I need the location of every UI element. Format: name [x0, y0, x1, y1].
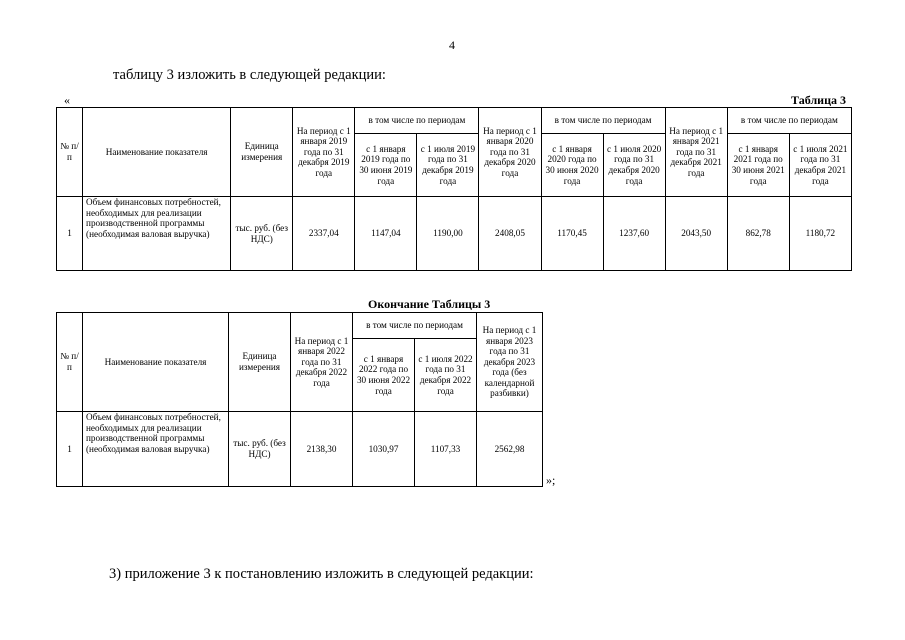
- header-subperiods-2022: в том числе по периодам: [353, 313, 477, 339]
- header-2020-h2: с 1 июля 2020 года по 31 декабря 2020 года: [603, 134, 665, 197]
- header-name: Наименование показателя: [83, 108, 231, 197]
- table2-caption: Окончание Таблицы 3: [368, 297, 491, 311]
- item3-text: 3) приложение 3 к постановлению изложить в следующей редакции:: [109, 566, 534, 582]
- row-name: Объем финансовых потребностей, необходимых для реализации производственной программы (необходимая валовая выручка): [83, 197, 231, 271]
- header-2022-h1: с 1 января 2022 года по 30 июня 2022 года: [353, 339, 415, 412]
- header-unit: Единица измерения: [231, 108, 293, 197]
- header-2021-h2: с 1 июля 2021 года по 31 декабря 2021 года: [789, 134, 851, 197]
- value-2020-h2: 1237,60: [603, 197, 665, 271]
- header-subperiods-2019: в том числе по периодам: [355, 108, 479, 134]
- value-2022-h2: 1107,33: [415, 412, 477, 487]
- header-period-2023: На период с 1 января 2023 года по 31 декабря 2023 года (без календарной разбивки): [477, 313, 543, 412]
- value-2019-h2: 1190,00: [417, 197, 479, 271]
- row-num: 1: [57, 197, 83, 271]
- header-subperiods-2021: в том числе по периодам: [727, 108, 851, 134]
- value-2019: 2337,04: [293, 197, 355, 271]
- header-num: № п/п: [57, 108, 83, 197]
- row-name: Объем финансовых потребностей, необходимых для реализации производственной программы (необходимая валовая выручка): [83, 412, 229, 487]
- header-num: № п/п: [57, 313, 83, 412]
- value-2020: 2408,05: [479, 197, 541, 271]
- header-period-2020: На период с 1 января 2020 года по 31 декабря 2020 года: [479, 108, 541, 197]
- row-unit: тыс. руб. (без НДС): [229, 412, 291, 487]
- header-period-2019: На период с 1 января 2019 года по 31 декабря 2019 года: [293, 108, 355, 197]
- value-2022-h1: 1030,97: [353, 412, 415, 487]
- row-unit: тыс. руб. (без НДС): [231, 197, 293, 271]
- header-2021-h1: с 1 января 2021 года по 30 июня 2021 года: [727, 134, 789, 197]
- header-period-2022: На период с 1 января 2022 года по 31 декабря 2022 года: [291, 313, 353, 412]
- page-number: 4: [449, 38, 455, 52]
- table2: [56, 312, 543, 487]
- header-2020-h1: с 1 января 2020 года по 30 июня 2020 года: [541, 134, 603, 197]
- header-period-2021: На период с 1 января 2021 года по 31 декабря 2021 года: [665, 108, 727, 197]
- header-unit: Единица измерения: [229, 313, 291, 412]
- row-num: 1: [57, 412, 83, 487]
- value-2023: 2562,98: [477, 412, 543, 487]
- header-2022-h2: с 1 июля 2022 года по 31 декабря 2022 года: [415, 339, 477, 412]
- quote-open: «: [64, 93, 70, 107]
- table1-caption: Таблица 3: [791, 93, 846, 107]
- value-2021-h1: 862,78: [727, 197, 789, 271]
- table-row: [57, 412, 543, 487]
- header-name: Наименование показателя: [83, 313, 229, 412]
- value-2021: 2043,50: [665, 197, 727, 271]
- header-2019-h2: с 1 июля 2019 года по 31 декабря 2019 года: [417, 134, 479, 197]
- table-row: [57, 197, 852, 271]
- intro-text: таблицу 3 изложить в следующей редакции:: [113, 67, 386, 83]
- value-2020-h1: 1170,45: [541, 197, 603, 271]
- value-2021-h2: 1180,72: [789, 197, 851, 271]
- header-2019-h1: с 1 января 2019 года по 30 июня 2019 года: [355, 134, 417, 197]
- quote-close: »;: [546, 473, 556, 487]
- header-subperiods-2020: в том числе по периодам: [541, 108, 665, 134]
- value-2022: 2138,30: [291, 412, 353, 487]
- table1: [56, 107, 852, 271]
- value-2019-h1: 1147,04: [355, 197, 417, 271]
